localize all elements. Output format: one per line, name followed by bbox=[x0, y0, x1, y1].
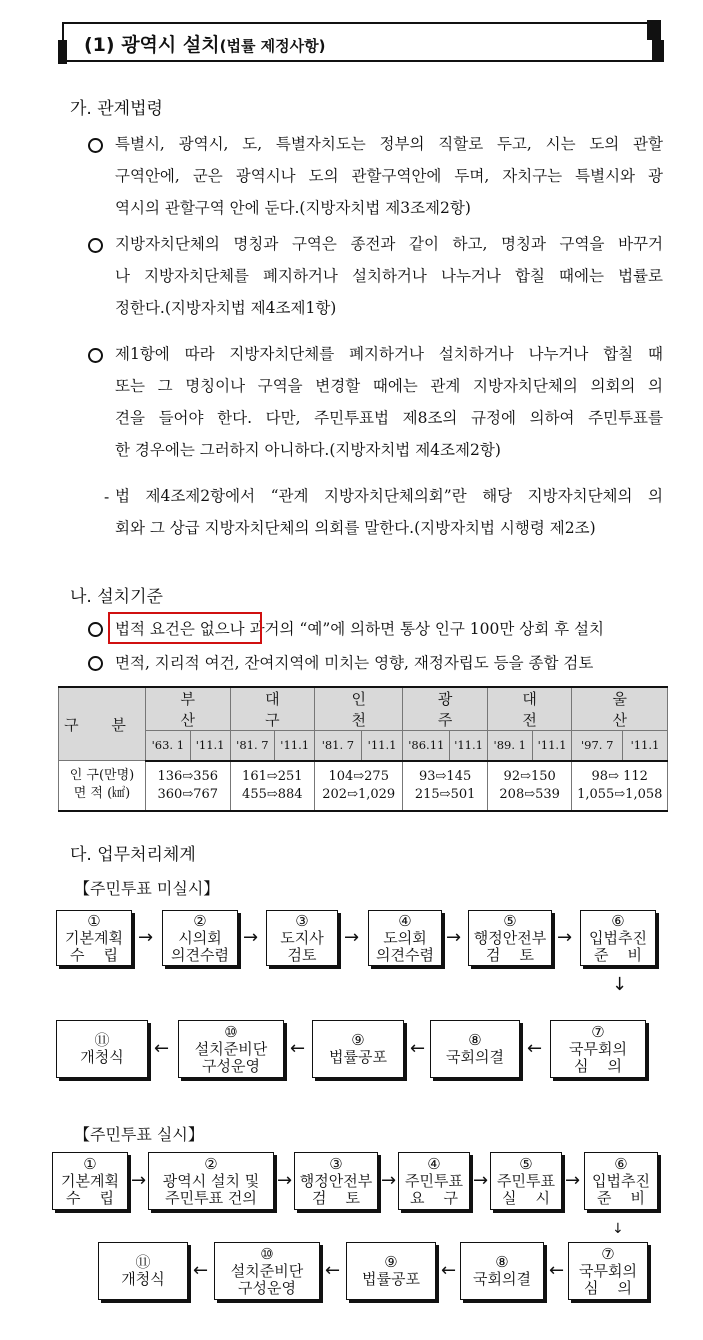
step-label: 검 토 bbox=[311, 1188, 361, 1207]
area-value: 455⇨884 bbox=[242, 786, 303, 802]
city-header: 광주 bbox=[403, 687, 488, 731]
step-number: ③ bbox=[329, 1154, 343, 1173]
step-number: ④ bbox=[427, 1154, 441, 1173]
flow2-step-6 bbox=[584, 1152, 658, 1210]
flow2-step-11 bbox=[98, 1242, 188, 1300]
flow2-step-5 bbox=[490, 1152, 562, 1210]
text-line: 구역안에, 군은 광역시나 도의 관할구역안에 두며, 자치구는 특별시와 광 bbox=[115, 167, 663, 185]
arrow-right-icon: → bbox=[277, 1170, 293, 1191]
flow1-step-8 bbox=[430, 1020, 520, 1078]
flow1-step-7 bbox=[550, 1020, 646, 1078]
step-label: 입법추진 bbox=[589, 928, 647, 947]
step-label: 국무회의 bbox=[569, 1039, 627, 1058]
year-cell: '11.1 bbox=[450, 731, 488, 761]
text-line: 나 지방자치단체를 폐지하거나 설치하거나 나누거나 합칠 때에는 법률로 bbox=[115, 267, 663, 285]
year-cell: '11.1 bbox=[532, 731, 572, 761]
city-header: 인천 bbox=[315, 687, 403, 731]
flow2-step-1 bbox=[52, 1152, 128, 1210]
text-line: 한 경우에는 그러하지 아니하다.(지방자치법 제4조제2항) bbox=[115, 441, 501, 459]
text-line: 법 제4조제2항에서 “관계 지방자치단체의회”란 해당 지방자치단체의 의 bbox=[115, 487, 663, 505]
city-data-cell bbox=[230, 761, 315, 811]
step-label: 주민투표 bbox=[405, 1171, 463, 1190]
section-title-main: (1) 광역시 설치 bbox=[84, 34, 220, 56]
population-value: 92⇨150 bbox=[503, 768, 556, 784]
step-label: 설치준비단 bbox=[230, 1261, 304, 1280]
step-number: ⑧ bbox=[495, 1253, 509, 1271]
sec-a-paragraph-4 bbox=[115, 480, 663, 544]
step-number: ⑤ bbox=[503, 911, 517, 930]
step-number: ⑦ bbox=[591, 1022, 605, 1041]
step-label: 구성운영 bbox=[238, 1278, 296, 1297]
city-header: 대구 bbox=[230, 687, 315, 731]
arrow-right-icon: → bbox=[381, 1170, 397, 1191]
population-value: 136⇨356 bbox=[157, 768, 219, 784]
sec-a-paragraph-2 bbox=[115, 228, 663, 324]
step-label: 도지사 bbox=[280, 928, 324, 947]
red-highlight-box bbox=[108, 612, 262, 644]
sec-a-paragraph-3 bbox=[115, 338, 663, 466]
step-label: 입법추진 bbox=[592, 1171, 650, 1190]
sec-a-heading: 가. 관계법령 bbox=[70, 99, 163, 119]
year-cell: '97. 7 bbox=[572, 731, 622, 761]
flow2-step-7 bbox=[568, 1242, 648, 1300]
arrow-down-icon: ↓ bbox=[612, 974, 628, 995]
step-label: 행정안전부 bbox=[473, 928, 547, 947]
arrow-left-icon: ← bbox=[290, 1038, 306, 1059]
text-line: 면적, 지리적 여건, 잔여지역에 미치는 영향, 재정자립도 등을 종합 검토 bbox=[115, 654, 594, 672]
flow1-step-6 bbox=[580, 910, 656, 966]
area-value: 208⇨539 bbox=[499, 786, 560, 802]
step-label: 수 립 bbox=[69, 945, 119, 964]
row-label: 인 구(만명) bbox=[69, 768, 135, 784]
flow2-step-10 bbox=[214, 1242, 320, 1300]
bullet-circle bbox=[88, 622, 103, 637]
step-number: ① bbox=[87, 911, 101, 930]
area-value: 215⇨501 bbox=[414, 786, 476, 802]
year-cell: '86.11 bbox=[403, 731, 450, 761]
arrow-right-icon: → bbox=[243, 927, 259, 948]
area-value: 202⇨1,029 bbox=[322, 786, 396, 802]
city-header: 부산 bbox=[146, 687, 231, 731]
year-cell: '11.1 bbox=[622, 731, 667, 761]
year-cell: '81. 7 bbox=[230, 731, 275, 761]
year-cell: '11.1 bbox=[190, 731, 230, 761]
step-label: 수 립 bbox=[65, 1188, 115, 1207]
year-cell: '81. 7 bbox=[315, 731, 362, 761]
flow1-step-10 bbox=[178, 1020, 284, 1078]
arrow-right-icon: → bbox=[473, 1170, 489, 1191]
arrow-left-icon: ← bbox=[325, 1260, 341, 1281]
table-corner-label: 구 분 bbox=[59, 687, 146, 761]
arrow-left-icon: ← bbox=[154, 1038, 170, 1059]
step-label: 주민투표 bbox=[497, 1171, 555, 1190]
step-label: 광역시 설치 및 bbox=[162, 1171, 260, 1190]
step-label: 법률공포 bbox=[362, 1270, 420, 1288]
step-label: 준 비 bbox=[593, 945, 643, 964]
flow1-step-5 bbox=[468, 910, 552, 966]
step-number: ⑤ bbox=[519, 1154, 533, 1173]
highlighted-text: 법적 요건은 없으나 bbox=[115, 620, 245, 638]
step-label: 실 시 bbox=[501, 1188, 551, 1207]
step-label: 법률공포 bbox=[329, 1048, 387, 1066]
text-line: 또는 그 명칭이나 구역을 변경할 때에는 관계 지방자치단체의 의회의 의 bbox=[115, 377, 663, 395]
city-data-cell bbox=[572, 761, 668, 811]
step-label: 주민투표 건의 bbox=[165, 1188, 257, 1207]
flow1-step-4 bbox=[368, 910, 442, 966]
arrow-right-icon: → bbox=[131, 1170, 147, 1191]
step-label: 의견수렴 bbox=[376, 945, 434, 964]
city-header: 울산 bbox=[572, 687, 668, 731]
title-right-bar-bottom bbox=[654, 40, 664, 62]
arrow-right-icon: → bbox=[565, 1170, 581, 1191]
year-cell: '11.1 bbox=[361, 731, 403, 761]
step-label: 기본계획 bbox=[65, 928, 123, 947]
arrow-right-icon: → bbox=[557, 927, 573, 948]
population-value: 93⇨145 bbox=[419, 768, 472, 784]
step-number: ⑨ bbox=[351, 1031, 365, 1049]
population-value: 161⇨251 bbox=[242, 768, 303, 784]
text-line: 역시의 관할구역 안에 둔다.(지방자치법 제3조제2항) bbox=[115, 199, 471, 217]
city-data-cell bbox=[403, 761, 488, 811]
step-label: 요 구 bbox=[409, 1188, 459, 1207]
text-line: 지방자치단체의 명칭과 구역은 종전과 같이 하고, 명칭과 구역을 바꾸거 bbox=[115, 235, 663, 253]
flow2-step-2 bbox=[148, 1152, 274, 1210]
step-label: 심 의 bbox=[573, 1056, 623, 1075]
dash-marker: - bbox=[104, 488, 110, 506]
bullet-circle bbox=[88, 138, 103, 153]
text-line: 제1항에 따라 지방자치단체를 폐지하거나 설치하거나 나누거나 합칠 때 bbox=[115, 345, 663, 363]
city-data-cell bbox=[487, 761, 572, 811]
arrow-right-icon: → bbox=[138, 927, 154, 948]
step-number: ⑧ bbox=[468, 1031, 482, 1049]
title-right-bar-top bbox=[647, 20, 661, 40]
step-label: 시의회 bbox=[178, 928, 222, 947]
bullet-circle bbox=[88, 348, 103, 363]
sec-c-heading: 다. 업무처리체계 bbox=[70, 845, 196, 865]
step-label: 의견수렴 bbox=[171, 945, 229, 964]
flow1-step-3 bbox=[266, 910, 338, 966]
flow2-step-8 bbox=[460, 1242, 544, 1300]
step-number: ⑪ bbox=[94, 1031, 110, 1049]
arrow-left-icon: ← bbox=[441, 1260, 457, 1281]
step-label: 검 토 bbox=[485, 945, 535, 964]
step-label: 국회의결 bbox=[446, 1048, 504, 1066]
flow1-title: 【주민투표 미실시】 bbox=[74, 879, 220, 898]
sec-a-paragraph-1 bbox=[115, 128, 663, 224]
step-label: 심 의 bbox=[583, 1278, 633, 1297]
arrow-right-icon: → bbox=[344, 927, 360, 948]
section-title-sub: (법률 제정사항) bbox=[219, 37, 326, 55]
text-line: 견을 들어야 한다. 다만, 주민투표법 제8조의 규정에 의하여 주민투표를 bbox=[115, 409, 663, 427]
arrow-left-icon: ← bbox=[193, 1260, 209, 1281]
flow1-step-2 bbox=[162, 910, 238, 966]
city-header: 대전 bbox=[487, 687, 572, 731]
step-number: ③ bbox=[295, 911, 309, 930]
step-number: ⑪ bbox=[135, 1253, 151, 1271]
step-label: 행정안전부 bbox=[299, 1171, 373, 1190]
arrow-left-icon: ← bbox=[527, 1038, 543, 1059]
bullet-circle bbox=[88, 238, 103, 253]
text-rest: 과거의 “예”에 의하면 통상 인구 100만 상회 후 설치 bbox=[249, 620, 604, 638]
city-data-cell bbox=[146, 761, 231, 811]
bullet-circle bbox=[88, 656, 103, 671]
flow2-step-9 bbox=[346, 1242, 436, 1300]
title-left-bar bbox=[58, 40, 67, 64]
arrow-left-icon: ← bbox=[410, 1038, 426, 1059]
step-number: ② bbox=[193, 911, 207, 930]
year-cell: '63. 1 bbox=[146, 731, 191, 761]
sec-b-paragraph-2 bbox=[115, 647, 663, 679]
row-label: 면 적 (㎢) bbox=[73, 786, 131, 802]
flow2-step-3 bbox=[294, 1152, 378, 1210]
text-line: 특별시, 광역시, 도, 특별자치도는 정부의 직할로 두고, 시는 도의 관할 bbox=[115, 135, 663, 153]
year-cell: '89. 1 bbox=[487, 731, 532, 761]
step-label: 국무회의 bbox=[579, 1261, 637, 1280]
step-label: 개청식 bbox=[121, 1270, 165, 1288]
step-number: ② bbox=[204, 1154, 218, 1173]
flow1-step-1 bbox=[56, 910, 132, 966]
flow2-step-4 bbox=[398, 1152, 470, 1210]
arrow-left-icon: ← bbox=[549, 1260, 565, 1281]
flow1-step-9 bbox=[312, 1020, 404, 1078]
year-cell: '11.1 bbox=[275, 731, 315, 761]
step-number: ④ bbox=[398, 911, 412, 930]
step-number: ① bbox=[83, 1154, 97, 1173]
city-table bbox=[58, 686, 668, 812]
flow1-step-11 bbox=[56, 1020, 148, 1078]
step-label: 준 비 bbox=[596, 1188, 646, 1207]
step-number: ⑥ bbox=[614, 1154, 628, 1173]
arrow-right-icon: → bbox=[446, 927, 462, 948]
area-value: 360⇨767 bbox=[157, 786, 219, 802]
step-label: 검토 bbox=[287, 945, 317, 964]
step-label: 구성운영 bbox=[202, 1056, 260, 1075]
text-line: 회와 그 상급 지방자치단체의 의회를 말한다.(지방자치법 시행령 제2조) bbox=[115, 519, 596, 537]
step-label: 설치준비단 bbox=[194, 1039, 268, 1058]
step-label: 개청식 bbox=[80, 1048, 124, 1066]
step-label: 기본계획 bbox=[61, 1171, 119, 1190]
sec-b-heading: 나. 설치기준 bbox=[70, 587, 163, 607]
flow2-title: 【주민투표 실시】 bbox=[74, 1125, 204, 1144]
step-label: 국회의결 bbox=[473, 1270, 531, 1288]
population-value: 104⇨275 bbox=[328, 768, 389, 784]
row-label-cell bbox=[59, 761, 146, 811]
text-line: 정한다.(지방자치법 제4조제1항) bbox=[115, 299, 337, 317]
section-title bbox=[84, 30, 325, 57]
area-value: 1,055⇨1,058 bbox=[577, 786, 663, 802]
step-number: ⑨ bbox=[384, 1253, 398, 1271]
step-number: ⑦ bbox=[601, 1244, 615, 1263]
population-value: 98⇨ 112 bbox=[591, 768, 648, 784]
step-number: ⑩ bbox=[260, 1244, 274, 1263]
city-data-cell bbox=[315, 761, 403, 811]
step-number: ⑥ bbox=[611, 911, 625, 930]
arrow-down-icon: ↓ bbox=[612, 1221, 624, 1237]
step-label: 도의회 bbox=[383, 928, 427, 947]
step-number: ⑩ bbox=[224, 1022, 238, 1041]
